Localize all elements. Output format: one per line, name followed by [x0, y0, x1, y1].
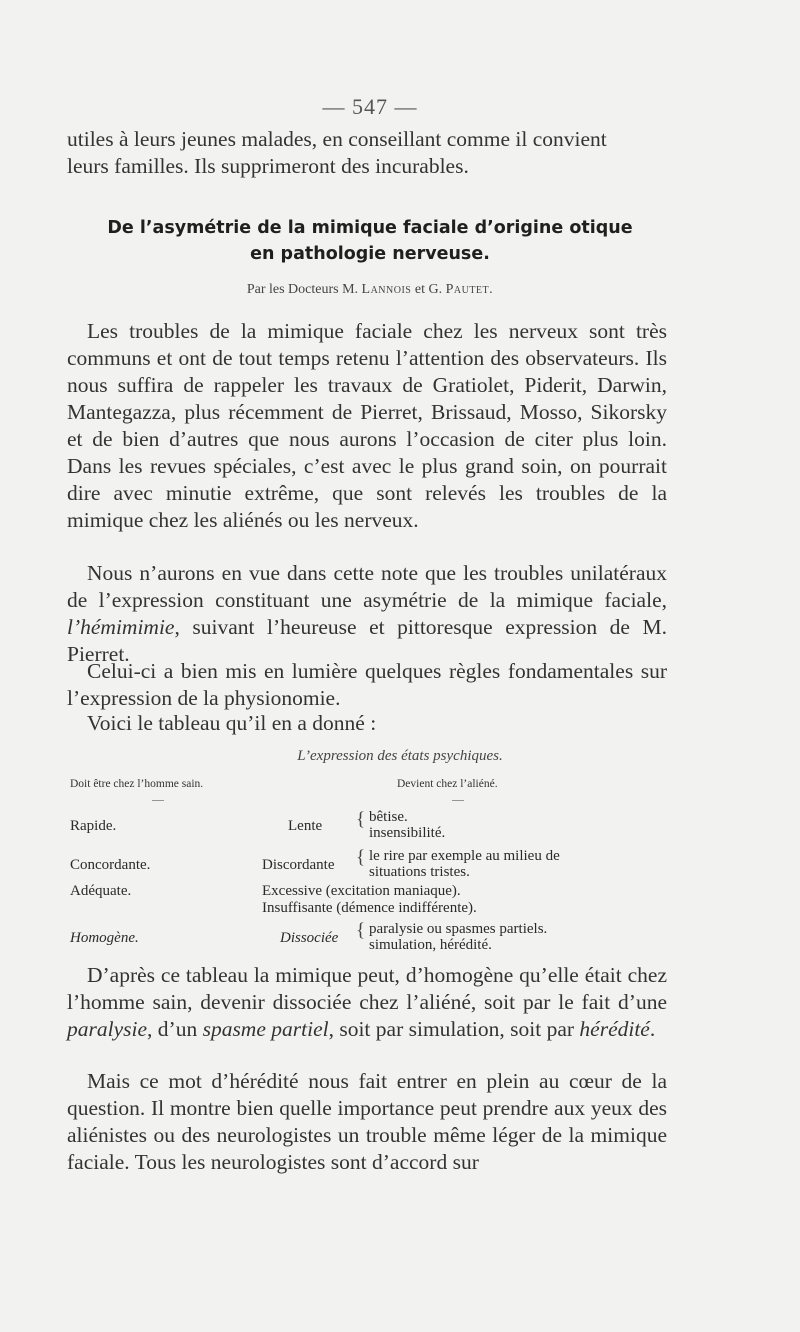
p5-text-4: . — [649, 1017, 656, 1041]
table-header-right: Devient chez l’aliéné. — [397, 778, 498, 790]
paragraph-2-text — [67, 560, 667, 668]
authors-line — [0, 282, 740, 298]
table-row-1-mid: Lente — [288, 818, 323, 834]
table-row-3-left: Adéquate. — [70, 883, 132, 899]
paragraph-4-text: Voici le tableau qu’il en a donné : — [87, 711, 377, 735]
article-heading — [60, 215, 680, 267]
term-paralysie: paralysie — [67, 1017, 148, 1041]
paragraph-3-text: Celui-ci a bien mis en lumière quelques règles fondamentales sur l’expression de la physionomie. — [67, 659, 667, 710]
term-hemimimie: l’hémimimie — [67, 615, 175, 639]
paragraph-1 — [67, 318, 667, 534]
brace-row-1: { — [356, 809, 366, 830]
table-row-4-mid: Dissociée — [280, 930, 339, 946]
table-row-4-right-1: paralysie ou spasmes partiels. — [369, 921, 548, 937]
table-row-1-right-1: bêtise. — [369, 809, 408, 825]
paragraph-6 — [67, 1068, 667, 1176]
table-row-2-mid: Discordante — [262, 857, 335, 873]
intro-paragraph — [67, 126, 667, 180]
paragraph-5 — [67, 962, 667, 1043]
table-row-3-right-1: Excessive (excitation maniaque). — [262, 883, 461, 899]
term-spasme-partiel: spasme partiel — [202, 1017, 329, 1041]
p2-before: Nous n’aurons en vue dans cette note que les troubles unilatéraux de l’expression constituant une asymétrie de la mimique faciale, — [67, 561, 667, 612]
table-header-left: Doit être chez l’homme sain. — [70, 778, 204, 790]
table-row-2-right-1: le rire par exemple au milieu de — [369, 848, 560, 864]
table-dash-right: — — [452, 792, 464, 806]
author-name-1: Lannois — [361, 282, 412, 297]
author-name-2: Pautet. — [445, 282, 494, 297]
p5-text-1: D’après ce tableau la mimique peut, d’homogène qu’elle était chez l’homme sain, devenir dissociée chez l’aliéné, soit par le fait d’une — [67, 963, 667, 1014]
table-dash-left: — — [152, 792, 164, 806]
table-row-1-left: Rapide. — [70, 818, 117, 834]
table-caption: L’expression des états psychiques. — [297, 748, 503, 764]
page-number: — 547 — — [322, 94, 418, 119]
table-row-1-right-2: insensibilité. — [369, 825, 446, 841]
table-row-4-right-2: simulation, hérédité. — [369, 937, 492, 953]
brace-row-4: { — [356, 920, 366, 941]
paragraph-1-text: Les troubles de la mimique faciale chez les nerveux sont très communs et ont de tout temps retenu l’attention des observateurs. Ils nous suffira de rappeler les travaux de Gratiolet, Piderit, Darwin, Mantegazza, plus récemment de Pierret, Brissaud, Mosso, Sikorsky et de bien d’autres que nous aurons l’occasion de citer plus loin. Dans les revues spéciales, c’est avec le plus grand soin, on pourrait dire avec minutie extrême, que sont relevés les troubles de la mimique chez les aliénés ou les nerveux. — [67, 319, 667, 532]
paragraph-4 — [67, 710, 667, 737]
table-row-4-left: Homogène. — [70, 930, 139, 946]
table-row-2-left: Concordante. — [70, 857, 151, 873]
table-row-3-right-2: Insuffisante (démence indifférente). — [262, 900, 477, 916]
intro-line-2: leurs familles. Ils supprimeront des incurables. — [67, 154, 469, 178]
heading-line-2: en pathologie nerveuse. — [250, 244, 490, 264]
paragraph-5-text — [67, 962, 667, 1043]
p5-text-2: , d’un — [147, 1017, 198, 1041]
intro-line-1: utiles à leurs jeunes malades, en conseillant comme il convient — [67, 127, 607, 151]
brace-row-2: { — [356, 847, 366, 868]
authors-prefix: Par les Docteurs M. — [246, 282, 359, 297]
term-heredite: hérédité — [579, 1017, 650, 1041]
heading-line-1: De l’asymétrie de la mimique faciale d’origine otique — [107, 218, 633, 238]
paragraph-2 — [67, 560, 667, 668]
authors-and: et G. — [414, 282, 443, 297]
paragraph-3 — [67, 658, 667, 712]
paragraph-6-text: Mais ce mot d’hérédité nous fait entrer en plein au cœur de la question. Il montre bien quelle importance peut prendre aux yeux des aliénistes ou des neurologistes un trouble même léger de la mimique faciale. Tous les neurologistes sont d’accord sur — [67, 1069, 667, 1174]
p5-text-3: , soit par simulation, soit par — [328, 1017, 575, 1041]
table-row-2-right-2: situations tristes. — [369, 864, 470, 880]
p2-after: , suivant l’heureuse et pittoresque expression de M. Pierret. — [67, 615, 667, 666]
